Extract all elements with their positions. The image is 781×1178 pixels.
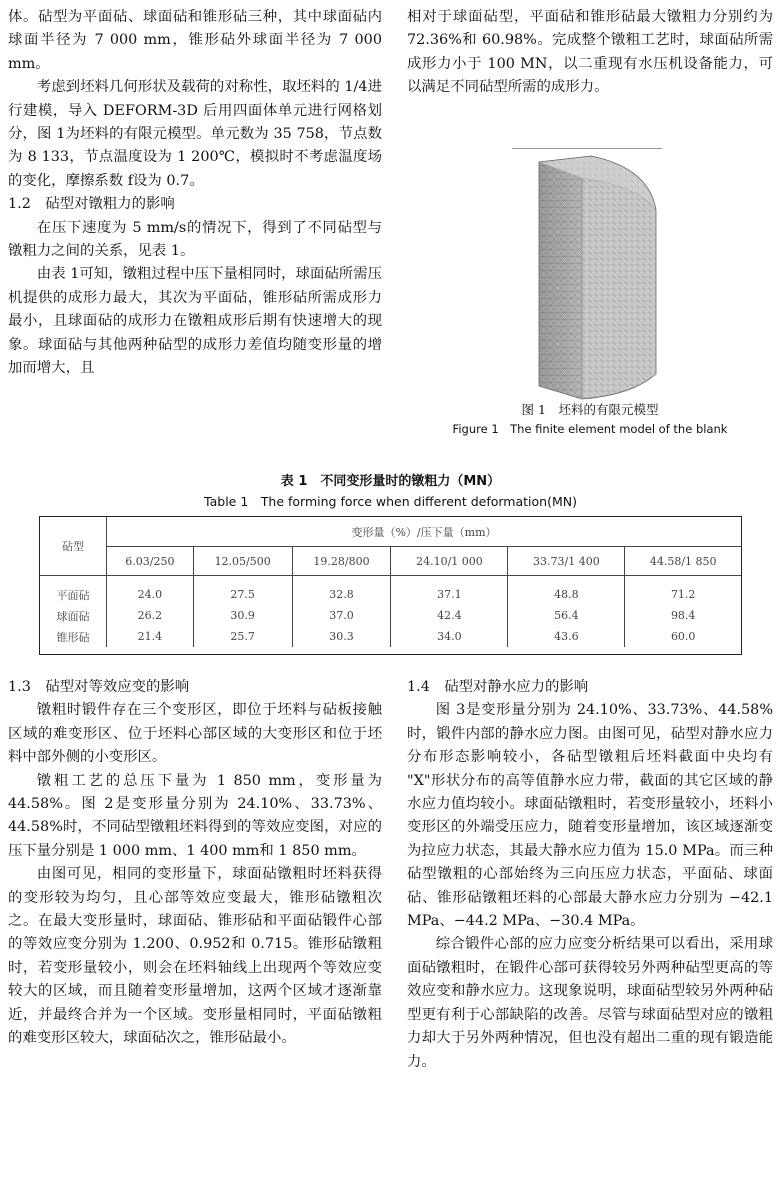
table-cell: 34.0	[391, 626, 508, 647]
left-column-bottom	[8, 676, 382, 1051]
paragraph: 镦粗时锻件存在三个变形区，即位于坯料与砧板接触区域的难变形区、位于坯料心部区域的大变形区和位于坯料中部外侧的小变形区。	[8, 702, 382, 766]
table-column-header: 44.58/1 850	[625, 547, 741, 576]
table-header-type: 砧型	[40, 517, 107, 576]
table-column-header: 6.03/250	[107, 547, 194, 576]
table-row-type: 平面砧	[40, 576, 107, 606]
paragraph: 镦粗工艺的总压下量为 1 850 mm，变形量为 44.58%。图 2是变形量分别为 24.10%、33.73%、44.58%时，不同砧型镦粗坯料得到的等效应变图，对应的压下量分别是 1 000 mm、1 400 mm和 1 850 mm。	[8, 772, 382, 859]
table-header-group: 变形量（%）/压下量（mm）	[107, 517, 742, 547]
table-cell: 56.4	[508, 605, 625, 626]
table-cell: 21.4	[107, 626, 194, 647]
table-title-en: Table 1 The forming force when different deformation(MN)	[204, 494, 577, 509]
table-cell: 26.2	[107, 605, 194, 626]
table-cell: 30.9	[193, 605, 292, 626]
table-row	[40, 626, 741, 647]
table-cell: 37.0	[292, 605, 391, 626]
forming-force-table	[40, 517, 741, 647]
table-1	[39, 516, 742, 655]
table-cell: 60.0	[670, 630, 696, 643]
left-column-top	[8, 6, 382, 381]
table-cell: 24.0	[107, 576, 194, 606]
table-cell: 27.5	[193, 576, 292, 606]
table-cell: 32.8	[292, 576, 391, 606]
table-cell: 48.8	[508, 576, 625, 606]
mesh-curved-face	[582, 178, 656, 399]
table-column-header: 33.73/1 400	[508, 547, 625, 576]
paragraph: 考虑到坯料几何形状及载荷的对称性，取坯料的 1/4进行建模，导入 DEFORM-3D 后用四面体单元进行网格划分，图 1为坯料的有限元模型。单元数为 35 758，节点数为 8 133，节点温度设为 1 200℃，模拟时不考虑温度场的变化，摩擦系数 f设为 0.7。	[8, 79, 382, 189]
table-row	[40, 576, 741, 606]
table-cell: 43.6	[508, 626, 625, 647]
table-cell: 25.7	[193, 626, 292, 647]
table-cell: 37.1	[391, 576, 508, 606]
table-column-header: 19.28/800	[292, 547, 391, 576]
section-heading: 1.3 砧型对等效应变的影响	[8, 679, 190, 695]
table-cell: 71.2	[670, 588, 696, 601]
paragraph: 由图可见，相同的变形量下，球面砧镦粗时坯料获得的变形较为均匀，且心部等效应变最大，锥形砧镦粗次之。在最大变形量时，球面砧、锥形砧和平面砧锻件心部的等效应变分别为 1.200、0.952和 0.715。锥形砧镦粗时，若变形量较小，则会在坯料轴线上出现两个等效应变较大的区域，而且随着变形量增加，这两个区域才逐渐靠近，并最终合并为一个区域。变形量相同时，平面砧镦粗的难变形区较大，球面砧次之，锥形砧最小。	[8, 866, 382, 1047]
finite-element-model-image	[407, 148, 773, 400]
right-column-top	[407, 6, 773, 100]
table-row-type: 锥形砧	[40, 626, 107, 647]
paragraph: 由表 1可知，镦粗过程中压下量相同时，球面砧所需压机提供的成形力最大，其次为平面砧，锥形砧所需成形力最小，且球面砧的成形力在镦粗成形后期有快速增大的现象。球面砧与其他两种砧型的成形力差值均随变形量的增加而增大，且	[8, 266, 382, 377]
section-heading: 1.2 砧型对镦粗力的影响	[8, 196, 175, 213]
paragraph: 体。砧型为平面砧、球面砧和锥形砧三种，其中球面砧内球面半径为 7 000 mm，锥形砧外球面半径为 7 000 mm。	[8, 9, 382, 72]
paragraph: 相对于球面砧型，平面砧和锥形砧最大镦粗力分别约为 72.36%和 60.98%。完成整个镦粗工艺时，球面砧所需成形力小于 100 MN，以二重现有水压机设备能力，可以满足不同砧型所需的成形力。	[407, 9, 773, 96]
table-column-header: 24.10/1 000	[391, 547, 508, 576]
figure-caption-en: Figure 1 The finite element model of the blank	[452, 422, 728, 436]
figure-caption-cn: 图 1 坯料的有限元模型	[521, 402, 659, 417]
table-row	[40, 605, 741, 626]
table-title-cn: 表 1 不同变形量时的镦粗力（MN）	[280, 474, 501, 489]
paragraph: 图 3是变形量分别为 24.10%、33.73%、44.58%时，锻件内部的静水应力图。由图可见，砧型对静水应力分布形态影响较小，各砧型镦粗后坯料截面中央均有 "X"形状分布的高等值静水应力带，截面的其它区域的静水应力值均较小。球面砧镦粗时，若变形量较小，坯料小变形区的外端受压应力，随着变形量增加，该区域逐渐变为拉应力状态，其最大静水应力值为 15.0 MPa。而三种砧型镦粗的心部始终为三向压应力状态，平面砧、球面砧、锥形砧镦粗坯料的心部最大静水应力分别为 −42.1 MPa、−44.2 MPa、−30.4 MPa。	[407, 702, 773, 930]
table-cell: 30.3	[292, 626, 391, 647]
table-column-header: 12.05/500	[193, 547, 292, 576]
section-heading: 1.4 砧型对静水应力的影响	[407, 679, 589, 695]
paragraph: 在压下速度为 5 mm/s的情况下，得到了不同砧型与镦粗力之间的关系，见表 1。	[8, 219, 382, 260]
table-cell: 42.4	[391, 605, 508, 626]
table-cell: 98.4	[670, 609, 696, 622]
table-row-type: 球面砧	[40, 605, 107, 626]
right-column-bottom	[407, 676, 773, 1074]
paragraph: 综合锻件心部的应力应变分析结果可以看出，采用球面砧镦粗时，在锻件心部可获得较另外两种砧型更高的等效应变和静水应力。这现象说明，球面砧型较另外两种砧型更有利于心部缺陷的改善。尽管与球面砧型对应的镦粗力却大于另外两种情况，但也没有超出二重的现有锻造能力。	[407, 936, 773, 1070]
